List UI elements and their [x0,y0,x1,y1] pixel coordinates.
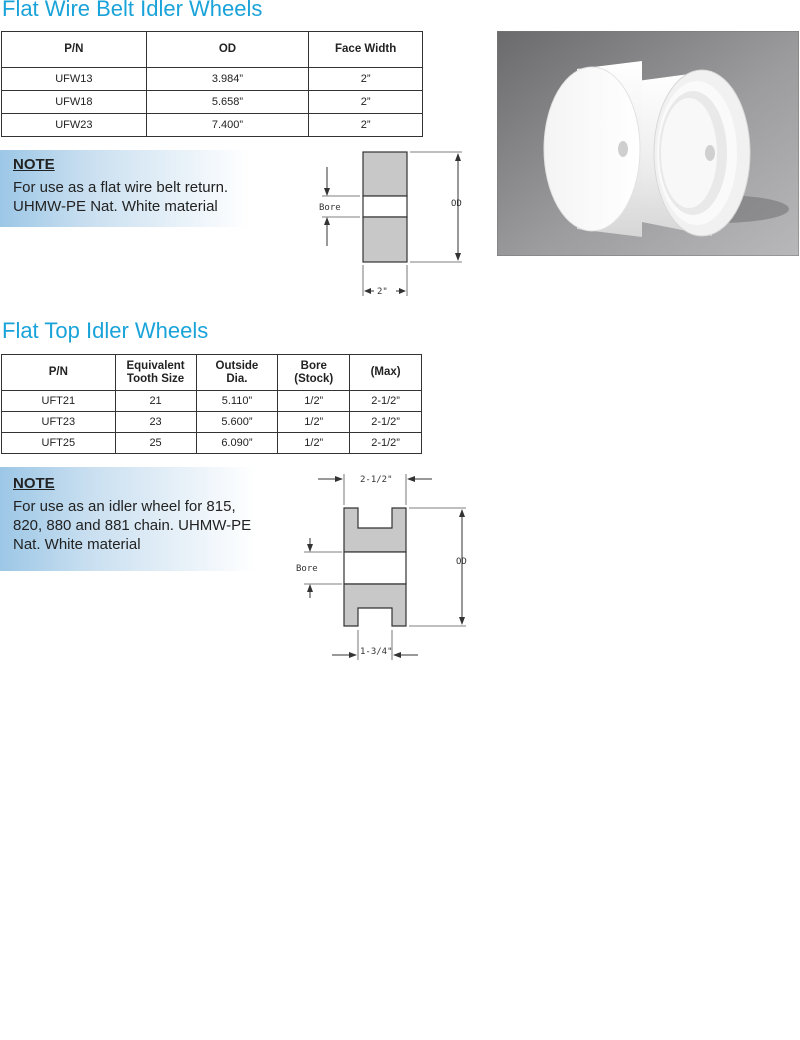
table-row [2,91,423,114]
cell-bore-stock: 1/2” [278,433,350,454]
cell-pn: UFT21 [2,391,116,412]
cell-outside-dia: 6.090” [196,433,278,454]
table-row [2,114,423,137]
flat-top-wheel-diagram [290,470,480,665]
cell-pn: UFW23 [2,114,147,137]
arrow-icon [407,476,415,482]
bottom-width-label: 1-3/4" [360,647,393,657]
note-line: For use as a flat wire belt return. [13,179,229,196]
wheel-upper-section [363,152,407,196]
cell-od: 5.658” [146,91,309,114]
note-line: For use as an idler wheel for 815, [13,498,236,515]
bore-gap [363,196,407,217]
flat-wire-wheel-diagram [300,145,475,305]
cell-face-width: 2” [309,68,423,91]
note-box [0,467,256,571]
column-header: Bore (Stock) [278,355,350,391]
arrow-icon [459,617,465,625]
arrow-icon [393,652,401,658]
note-line: Nat. White material [13,536,141,553]
cell-pn: UFW13 [2,68,147,91]
cell-tooth-size: 25 [115,433,196,454]
column-header: P/N [2,32,147,68]
section-title-flat-top: Flat Top Idler Wheels [2,318,209,343]
cell-face-width: 2” [309,91,423,114]
table-row [2,433,422,454]
table-row [2,391,422,412]
note-title: NOTE [13,475,55,492]
cell-pn: UFT25 [2,433,116,454]
wheel-lower-section [363,217,407,262]
width-label: 2" [377,287,388,297]
bore-label: Bore [319,203,341,213]
top-width-label: 2-1/2" [360,475,393,485]
column-header: (Max) [350,355,422,391]
column-header: Equivalent Tooth Size [115,355,196,391]
arrow-icon [364,288,371,294]
table-header-row [2,32,423,68]
idler-wheels-photo [497,31,799,256]
note-line: 820, 880 and 881 chain. UHMW-PE [13,517,252,534]
arrow-icon [324,217,330,225]
arrow-icon [307,584,313,592]
cell-outside-dia: 5.110” [196,391,278,412]
cell-bore-stock: 1/2” [278,391,350,412]
cell-max: 2-1/2” [350,391,422,412]
column-header: OD [146,32,309,68]
table-row [2,68,423,91]
arrow-icon [459,509,465,517]
note-box [0,150,250,227]
cell-od: 3.984” [146,68,309,91]
flat-top-table [1,354,422,454]
cell-max: 2-1/2” [350,433,422,454]
arrow-icon [349,652,357,658]
arrow-icon [455,153,461,161]
wheel-lower-section [344,584,406,626]
note-line: UHMW-PE Nat. White material [13,198,218,215]
cell-face-width: 2” [309,114,423,137]
cell-tooth-size: 21 [115,391,196,412]
od-label: OD [451,199,462,209]
arrow-icon [335,476,343,482]
arrow-icon [455,253,461,261]
bore-label: Bore [296,564,318,574]
cell-max: 2-1/2” [350,412,422,433]
arrow-icon [399,288,406,294]
table-row [2,412,422,433]
column-header: P/N [2,355,116,391]
arrow-icon [324,188,330,196]
bore-gap [344,552,406,584]
od-label: OD [456,557,467,567]
cell-outside-dia: 5.600” [196,412,278,433]
table-header-row [2,355,422,391]
column-header: Outside Dia. [196,355,278,391]
wheel-upper-section [344,508,406,552]
flat-wire-table [1,31,423,137]
cell-od: 7.400” [146,114,309,137]
note-title: NOTE [13,156,55,173]
cell-tooth-size: 23 [115,412,196,433]
cell-bore-stock: 1/2” [278,412,350,433]
cell-pn: UFT23 [2,412,116,433]
section-title-flat-wire: Flat Wire Belt Idler Wheels [2,0,263,21]
arrow-icon [307,544,313,552]
column-header: Face Width [309,32,423,68]
cell-pn: UFW18 [2,91,147,114]
